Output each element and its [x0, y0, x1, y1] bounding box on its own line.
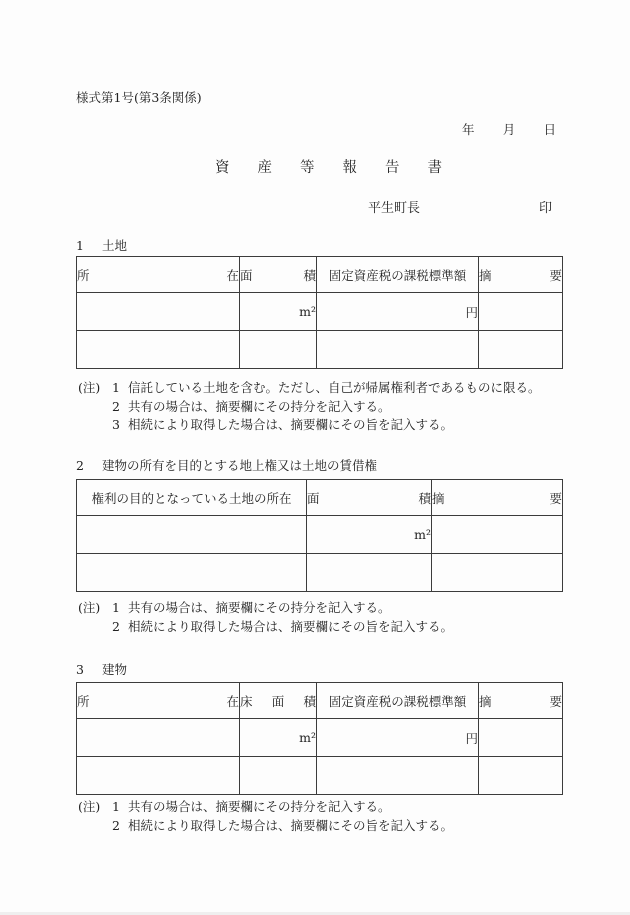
- note-text: 共有の場合は、摘要欄にその持分を記入する。: [128, 799, 391, 814]
- date-line: [462, 120, 556, 138]
- building-table-header-row: [77, 683, 563, 719]
- seal-label: 印: [538, 201, 552, 216]
- lease-location-input-cell[interactable]: [77, 516, 307, 554]
- note-number: 2: [112, 618, 120, 634]
- section3-number: 3: [76, 662, 84, 677]
- section2-label: 建物の所有を目的とする地上権又は土地の賃借権: [101, 458, 377, 473]
- land-notes: [78, 379, 541, 435]
- building-header-floor-area: 床面積: [240, 683, 317, 719]
- building-header-remarks: 摘要: [479, 683, 563, 719]
- building-location-input-cell[interactable]: [77, 719, 240, 757]
- date-month-label: 月: [502, 122, 516, 137]
- note-number: 1: [112, 799, 120, 814]
- note-line: [78, 379, 541, 398]
- section2-heading: [76, 456, 377, 474]
- addressee-row: [368, 197, 552, 216]
- building-location-input-cell[interactable]: [77, 757, 240, 795]
- lease-remarks-input-cell[interactable]: [432, 516, 563, 554]
- land-remarks-input-cell[interactable]: [479, 331, 563, 369]
- section1-heading: [76, 236, 127, 254]
- section3-heading: [76, 660, 127, 678]
- lease-header-area: 面積: [307, 480, 432, 516]
- lease-header-location: 権利の目的となっている土地の所在: [77, 480, 307, 516]
- land-table-row-1: [77, 293, 563, 331]
- date-day-label: 日: [543, 122, 556, 137]
- land-header-area: 面積: [240, 257, 317, 293]
- note-text: 相続により取得した場合は、摘要欄にその旨を記入する。: [128, 618, 454, 634]
- lease-remarks-input-cell[interactable]: [432, 554, 563, 592]
- note-line: [78, 416, 541, 435]
- lease-table-row-2: [77, 554, 563, 592]
- building-area-input-cell[interactable]: [240, 757, 317, 795]
- building-remarks-input-cell[interactable]: [479, 719, 563, 757]
- lease-table-header-row: [77, 480, 563, 516]
- lease-area-unit-cell[interactable]: m²: [307, 516, 432, 554]
- page-title: 資産等報告書: [215, 160, 470, 176]
- land-header-tax-base: 固定資産税の課税標準額: [317, 257, 479, 293]
- note-text: 相続により取得した場合は、摘要欄にその旨を記入する。: [128, 417, 454, 433]
- addressee-label: 平生町長: [368, 201, 421, 216]
- note-line: [78, 398, 541, 417]
- building-tax-base-input-cell[interactable]: [317, 757, 479, 795]
- note-number: 1: [112, 600, 120, 615]
- note-line: [78, 618, 453, 637]
- lease-table-row-1: [77, 516, 563, 554]
- section1-number: 1: [76, 238, 84, 253]
- land-header-remarks: 摘要: [479, 257, 563, 293]
- land-area-unit-cell[interactable]: m²: [240, 293, 317, 331]
- lease-location-input-cell[interactable]: [77, 554, 307, 592]
- section1-label: 土地: [101, 238, 127, 253]
- land-tax-base-unit-cell[interactable]: 円: [317, 293, 479, 331]
- note-label: (注): [78, 600, 101, 615]
- land-remarks-input-cell[interactable]: [479, 293, 563, 331]
- section2-number: 2: [76, 458, 84, 473]
- note-label: (注): [78, 380, 101, 395]
- lease-area-input-cell[interactable]: [307, 554, 432, 592]
- land-table-row-2: [77, 331, 563, 369]
- lease-right-table: [76, 479, 563, 592]
- section3-label: 建物: [101, 662, 127, 677]
- note-number: 3: [112, 417, 120, 433]
- land-tax-base-input-cell[interactable]: [317, 331, 479, 369]
- building-area-unit-cell[interactable]: m²: [240, 719, 317, 757]
- land-location-input-cell[interactable]: [77, 331, 240, 369]
- note-line: [78, 599, 453, 618]
- note-line: [78, 817, 453, 836]
- note-number: 2: [112, 817, 120, 833]
- building-table: [76, 682, 563, 795]
- land-location-input-cell[interactable]: [77, 293, 240, 331]
- land-table: [76, 256, 563, 369]
- note-number: 1: [112, 380, 120, 395]
- land-area-input-cell[interactable]: [240, 331, 317, 369]
- note-text: 共有の場合は、摘要欄にその持分を記入する。: [128, 600, 391, 615]
- lease-notes: [78, 599, 453, 636]
- note-text: 信託している土地を含む。ただし、自己が帰属権利者であるものに限る。: [128, 380, 541, 395]
- note-label: (注): [78, 799, 101, 814]
- building-header-location: 所在: [77, 683, 240, 719]
- note-line: [78, 798, 453, 817]
- building-tax-base-unit-cell[interactable]: 円: [317, 719, 479, 757]
- note-text: 共有の場合は、摘要欄にその持分を記入する。: [128, 398, 391, 414]
- note-text: 相続により取得した場合は、摘要欄にその旨を記入する。: [128, 817, 454, 833]
- land-table-header-row: [77, 257, 563, 293]
- land-header-location: 所在: [77, 257, 240, 293]
- form-number: 様式第1号(第3条関係): [76, 90, 202, 105]
- building-table-row-2: [77, 757, 563, 795]
- date-year-label: 年: [462, 122, 475, 137]
- building-table-row-1: [77, 719, 563, 757]
- note-number: 2: [112, 398, 120, 414]
- building-notes: [78, 798, 453, 835]
- lease-header-remarks: 摘要: [432, 480, 563, 516]
- building-header-tax-base: 固定資産税の課税標準額: [317, 683, 479, 719]
- building-remarks-input-cell[interactable]: [479, 757, 563, 795]
